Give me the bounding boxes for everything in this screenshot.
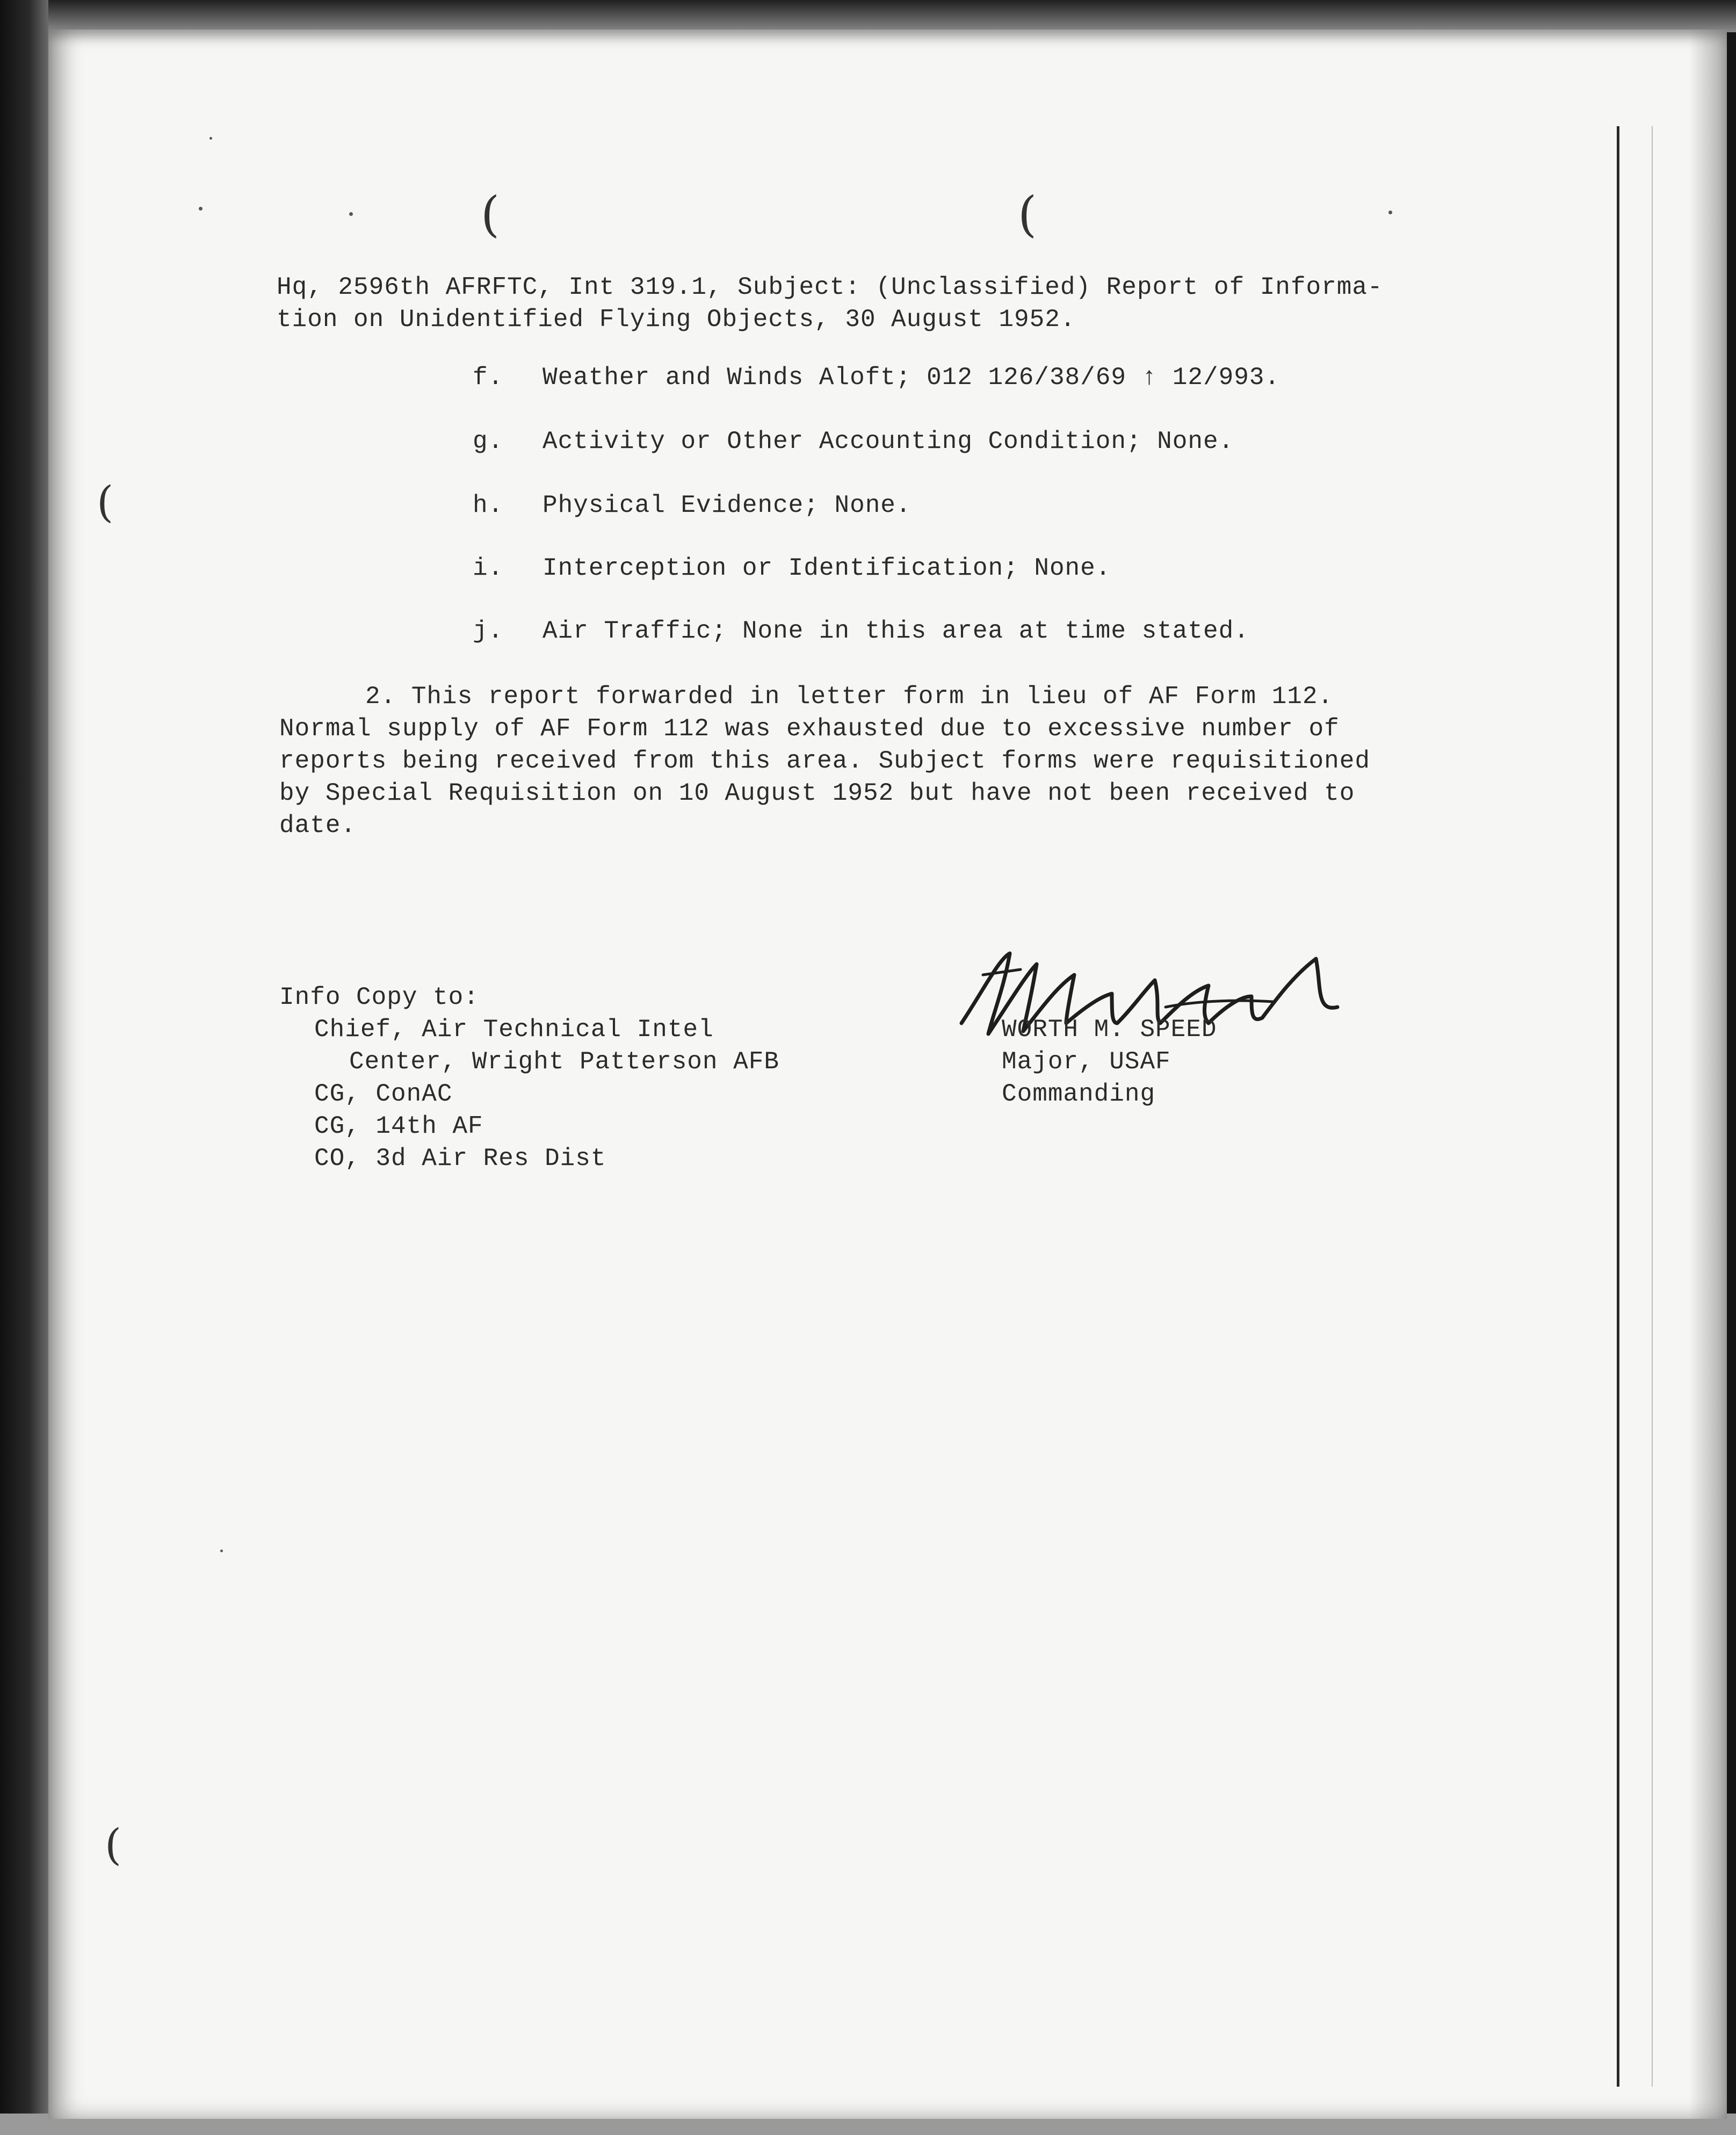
item-text: Air Traffic; None in this area at time stated.: [542, 617, 1249, 645]
item-h: [473, 489, 912, 522]
signer-title: Commanding: [1002, 1080, 1156, 1108]
fold-line: [1617, 126, 1619, 2087]
paragraph-2-line-1: 2. This report forwarded in letter form in lieu of AF Form 112.: [365, 683, 1334, 711]
item-g: [473, 425, 1234, 458]
item-letter: h.: [473, 491, 504, 519]
item-letter: g.: [473, 428, 504, 455]
speck: [349, 212, 353, 216]
info-copy-heading: Info Copy to:: [279, 983, 479, 1011]
film-edge-left: [0, 0, 48, 2135]
punch-mark-right: (: [1018, 186, 1037, 243]
paragraph-2-line-4: by Special Requisition on 10 August 1952 but have not been received to: [279, 779, 1355, 807]
page-edge-shadow: [1689, 30, 1727, 2119]
info-copy-line: CO, 3d Air Res Dist: [314, 1145, 606, 1173]
paragraph-2-line-5: date.: [279, 812, 357, 839]
speck: [1388, 211, 1392, 214]
item-letter: f.: [473, 364, 504, 392]
subject-line-2: tion on Unidentified Flying Objects, 30 August 1952.: [277, 306, 1076, 334]
info-copy-line: Chief, Air Technical Intel: [314, 1016, 714, 1044]
item-f: [473, 361, 1280, 394]
item-text: Weather and Winds Aloft; 012 126/38/69 ↑ 12/993.: [542, 364, 1281, 392]
fold-line-faint: [1652, 126, 1653, 2087]
margin-mark: (: [97, 477, 114, 527]
signer-name: WORTH M. SPEED: [1002, 1016, 1217, 1044]
document-page: [48, 30, 1727, 2119]
signer-rank: Major, USAF: [1002, 1048, 1171, 1076]
item-i: [473, 552, 1111, 584]
subject-line-1: Hq, 2596th AFRFTC, Int 319.1, Subject: (Unclassified) Report of Informa-: [277, 273, 1383, 301]
info-copy-line: CG, ConAC: [314, 1080, 453, 1108]
item-letter: i.: [473, 554, 504, 582]
speck: [199, 207, 202, 211]
item-text: Activity or Other Accounting Condition; None.: [542, 428, 1234, 455]
margin-mark-lower: (: [105, 1820, 122, 1870]
info-copy-line: CG, 14th AF: [314, 1112, 483, 1140]
item-j: [473, 615, 1249, 647]
paragraph-2-line-3: reports being received from this area. Subject forms were requisitioned: [279, 747, 1370, 775]
item-text: Interception or Identification; None.: [542, 554, 1111, 582]
item-letter: j.: [473, 617, 504, 645]
speck: [209, 137, 212, 140]
paragraph-2-line-2: Normal supply of AF Form 112 was exhausted due to excessive number of: [279, 715, 1340, 743]
item-text: Physical Evidence; None.: [542, 491, 912, 519]
info-copy-line: Center, Wright Patterson AFB: [349, 1048, 779, 1076]
punch-mark-left: (: [481, 186, 500, 243]
film-edge-top: [0, 0, 1736, 32]
speck: [220, 1550, 223, 1552]
